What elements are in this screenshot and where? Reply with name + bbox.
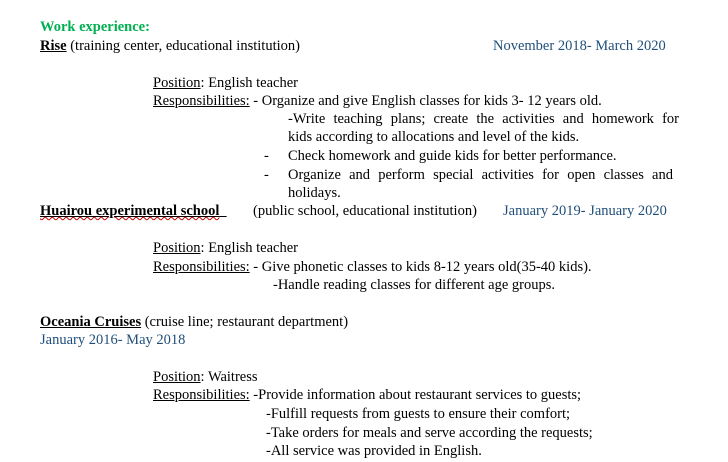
position-label: Position [153, 75, 201, 91]
position-label: Position [153, 240, 201, 256]
job-dates: January 2019- January 2020 [503, 203, 667, 219]
bullet-dash: - [264, 167, 269, 183]
employer-name: Rise [40, 38, 67, 54]
job-dates: November 2018- March 2020 [493, 38, 666, 54]
position-value: : Waitress [200, 369, 258, 385]
responsibility-item: -All service was provided in English. [266, 443, 482, 459]
position-line [153, 368, 258, 386]
responsibilities-label: Responsibilities: [153, 259, 250, 275]
position-label: Position [153, 369, 201, 385]
position-line [153, 74, 298, 92]
responsibility-item: - Organize and give English classes for kids 3- 12 years old. [249, 93, 602, 109]
job-header-rise [40, 37, 300, 55]
employer-name: Oceania Cruises [40, 314, 142, 330]
section-title: Work experience: [40, 19, 150, 35]
responsibility-item: -Take orders for meals and serve according the requests; [266, 425, 593, 441]
responsibility-item: -Fulfill requests from guests to ensure their comfort; [266, 406, 571, 422]
responsibility-item: Organize and perform special activities for open classes and [288, 167, 673, 183]
responsibility-item: -Provide information about restaurant services to guests; [249, 387, 582, 403]
job-header-oceania [40, 313, 348, 331]
responsibilities-line [153, 92, 602, 110]
employer-details: (public school, educational institution) [253, 203, 477, 219]
responsibility-item: -Write teaching plans; create the activities and homework for [288, 111, 679, 127]
responsibilities-line [153, 386, 581, 404]
bullet-dash: - [264, 148, 269, 164]
responsibility-item: -Handle reading classes for different age groups. [273, 277, 555, 293]
position-line [153, 239, 298, 257]
responsibilities-label: Responsibilities: [153, 93, 250, 109]
employer-details: (cruise line; restaurant department) [141, 314, 349, 330]
responsibilities-label: Responsibilities: [153, 387, 250, 403]
position-value: : English teacher [200, 240, 298, 256]
responsibility-item: - Give phonetic classes to kids 8-12 years old(35-40 kids). [249, 259, 592, 275]
employer-name: Huairou experimental school [40, 203, 220, 219]
responsibility-item: Check homework and guide kids for better performance. [288, 148, 617, 164]
job-dates: January 2016- May 2018 [40, 332, 186, 348]
employer-details: (training center, educational institution) [66, 38, 300, 54]
responsibilities-line [153, 258, 592, 276]
responsibility-item: holidays. [288, 185, 341, 201]
job-header-huairou [40, 202, 227, 220]
position-value: : English teacher [200, 75, 298, 91]
responsibility-item: kids according to allocations and level of the kids. [288, 129, 580, 145]
